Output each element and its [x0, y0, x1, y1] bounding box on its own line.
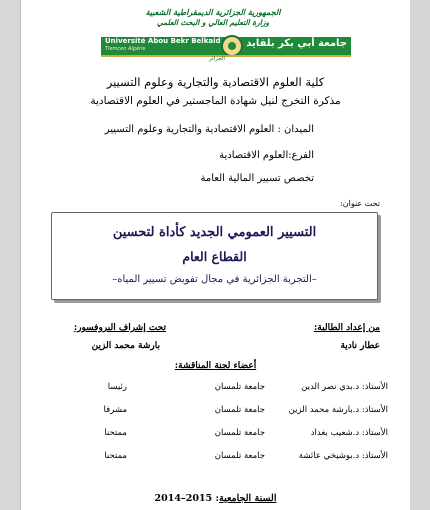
jury-member-name: الأستاذ: د.بوشيخي عائشة [298, 451, 388, 461]
jury-member-university: جامعة تلمسان [214, 405, 265, 415]
thesis-subtitle: –التجربة الجزائرية في مجال تفويض تسيير المياه– [112, 274, 317, 285]
jury-member-university: جامعة تلمسان [214, 382, 265, 392]
academic-year-value: 2015–2014 [154, 493, 213, 504]
academic-year-label: السنة الجامعية [219, 493, 277, 504]
jury-member-role: ممتحنا [104, 451, 127, 461]
viewer-gutter [410, 0, 430, 510]
jury-member-university: جامعة تلمسان [214, 451, 265, 461]
document-page [20, 0, 411, 510]
thesis-title-line2: القطاع العام [182, 249, 247, 264]
branch-line: الفرع:العلوم الاقتصادية [219, 150, 314, 161]
specialization-line: تخصص تسيير المالية العامة [200, 173, 314, 184]
ministry-line: وزارة التعليم العالي و البحث العلمي [156, 18, 270, 27]
jury-label: أعضاء لجنة المناقشة: [174, 361, 257, 371]
republic-line: الجمهورية الجزائرية الديمقراطية الشعبية [145, 8, 281, 17]
university-en-sub: Tlemcen Algérie [105, 46, 146, 52]
jury-member-name: الأستاذ: د.بدي نصر الدين [301, 382, 388, 392]
field-line: الميدان : العلوم الاقتصادية والتجارية وعلوم التسيير [104, 124, 314, 135]
jury-member-university: جامعة تلمسان [214, 428, 265, 438]
academic-year: السنة الجامعية: 2015–2014 [154, 493, 277, 504]
thesis-title-line1: التسيير العمومي الجديد كأداة لتحسين [112, 225, 317, 240]
banner-gold-line [101, 55, 351, 57]
jury-member-name: الأستاذ: د.شعيب بغداد [310, 428, 388, 438]
supervisor-name: بارشة محمد الزين [91, 341, 160, 351]
university-ar-text: جامعة أبي بكر بلقايد [246, 38, 347, 49]
jury-member-role: رئيسا [107, 382, 127, 392]
supervisor-label: تحت إشراف البروفسور: [73, 323, 166, 333]
faculty-name: كلية العلوم الاقتصادية والتجارية وعلوم التسيير [106, 75, 325, 89]
thesis-title-box [51, 212, 378, 300]
jury-member-role: ممتحنا [104, 428, 127, 438]
university-name-ar [227, 38, 347, 54]
jury-member-role: مشرفا [103, 405, 127, 415]
university-city: الجزائر [209, 56, 225, 62]
memo-title: مذكرة التخرج لنيل شهادة الماجستير في العلوم الاقتصادية [90, 95, 341, 107]
university-name-en [101, 37, 221, 55]
under-title-label: تحت عنوان: [340, 199, 380, 208]
student-name: عطار نادية [340, 341, 380, 351]
university-en-text: Université Abou Bekr Belkaid [105, 37, 221, 45]
ministry-header [128, 8, 298, 28]
university-banner [101, 37, 351, 55]
prepared-by-label: من إعداد الطالبة: [313, 323, 380, 333]
jury-member-name: الأستاذ: د.بارشة محمد الزين [288, 405, 388, 415]
